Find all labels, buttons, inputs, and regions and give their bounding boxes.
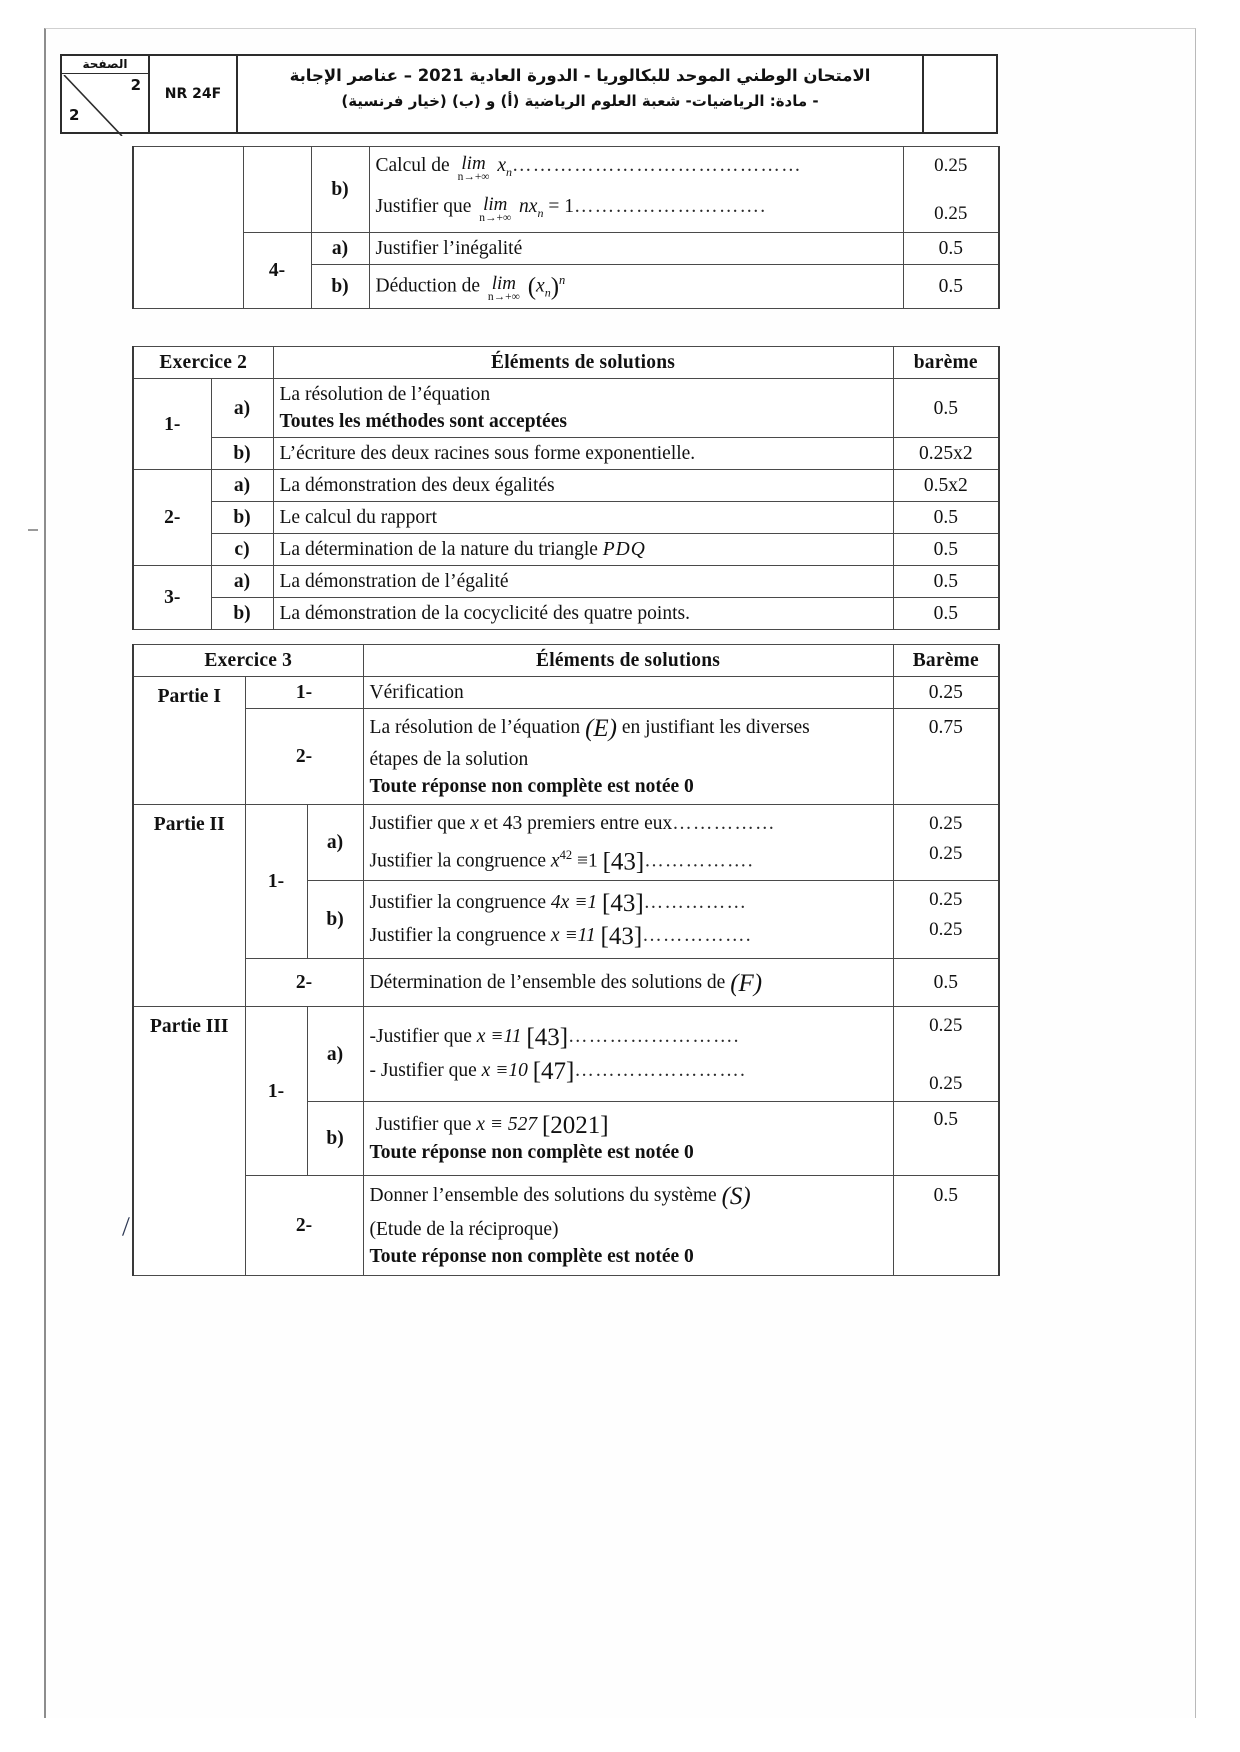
t3-p2-group-num: 1-: [245, 805, 307, 959]
t3-p2-sub-a: a): [307, 805, 363, 881]
exercice3-bareme-header: Barème: [893, 645, 999, 677]
t3-p2-b-line2: [370, 922, 887, 950]
t3-p3-b-line1-prefix: Justifier que: [375, 1114, 472, 1135]
page-number-cell: [62, 56, 150, 132]
exam-header-band: [60, 54, 998, 134]
congruence-expression: 4x ≡1: [550, 892, 598, 913]
partie-3-label: Partie III: [133, 1007, 245, 1276]
t2-sub-1b: b): [211, 438, 273, 470]
exercice2-bareme-header: barème: [893, 347, 999, 379]
t1-line1-expr: x: [497, 155, 507, 177]
t2-num-1: 1-: [133, 379, 211, 470]
t3-p1-num-2: 2-: [245, 709, 363, 805]
t1-line1: [376, 152, 897, 186]
header-blank-cell: [924, 56, 996, 132]
limit-subscript: n→+∞: [487, 291, 520, 304]
t3-p3-a-score2: 0.25: [929, 1073, 963, 1094]
modulus-bracket: [43]: [602, 848, 645, 876]
t2-score-2a: 0.5x2: [893, 470, 999, 502]
t3-p1-2-line1a: La résolution de l’équation: [369, 717, 581, 738]
t3-p2-a-line2-dots: …………….: [644, 850, 754, 872]
exercice1-continuation-table: [132, 146, 1000, 309]
page-total-number: 2: [69, 106, 80, 124]
t2-sub-3a: a): [211, 566, 273, 598]
t3-p2-sub-b: b): [307, 881, 363, 959]
limit-subscript: n→+∞: [479, 211, 512, 224]
t2-num-2: 2-: [133, 470, 211, 566]
t1-4b-base: x: [536, 275, 545, 297]
t3-p1-2-line1: [370, 714, 887, 742]
t1-line2-expr: nx: [519, 195, 538, 217]
t3-p1-2-line3: Toute réponse non complète est notée 0: [369, 776, 694, 797]
score-stack: [900, 1011, 993, 1099]
t3-p3-a-line2: [370, 1057, 887, 1085]
t3-p3-sub-a: a): [307, 1007, 363, 1102]
t1-body-4b: [369, 265, 903, 309]
t3-p1-body-1: Vérification: [363, 677, 893, 709]
exam-title-line1: الامتحان الوطني الموحد للبكالوريا - الدورة العادية 2021 – عناصر الإجابة: [289, 66, 871, 85]
exam-title-block: [238, 56, 924, 132]
exercice3-elements-header: Éléments de solutions: [363, 645, 893, 677]
t2-body-1b: L’écriture des deux racines sous forme exponentielle.: [273, 438, 893, 470]
t1-body-4a: Justifier l’inégalité: [369, 233, 903, 265]
t3-p3-a-line2-prefix: - Justifier que: [369, 1060, 477, 1081]
t3-p1-body-2: [363, 709, 893, 805]
t2-score-3b: 0.5: [893, 598, 999, 630]
t1-line1-dots: ……………………………………: [512, 155, 802, 177]
set-symbol-F: (F): [730, 969, 763, 997]
t1-score-4a: 0.5: [903, 233, 999, 265]
score-stack: [910, 151, 993, 229]
t1-score-2: 0.25: [934, 202, 968, 224]
exercice3-title: Exercice 3: [133, 645, 363, 677]
t3-p2-a-line1-dots: ……………: [672, 812, 776, 834]
t3-p3-2-line1: [370, 1182, 887, 1210]
exercice2-table: [132, 346, 1000, 630]
t3-p3-2-line1-prefix: Donner l’ensemble des solutions du système: [369, 1185, 717, 1206]
t3-p3-b-line2: Toute réponse non complète est notée 0: [369, 1142, 694, 1163]
limit-symbol: lim: [491, 273, 516, 295]
t3-p2-a-line2-prefix: Justifier la congruence: [369, 850, 547, 872]
t3-p1-2-line1b: en justifiant les diverses: [621, 717, 810, 738]
table-header-row: [133, 645, 999, 677]
t3-p3-body-a: [363, 1007, 893, 1102]
t1-line2: [376, 193, 897, 227]
t2-score-2b: 0.5: [893, 502, 999, 534]
t1-num-blank-cell: [243, 147, 311, 233]
handwritten-mark: /: [119, 1211, 132, 1242]
t2-2c-prefix: La détermination de la nature du triangle: [279, 539, 598, 560]
t3-p2-2-prefix: Détermination de l’ensemble des solutions de: [369, 971, 726, 993]
table-row: [133, 502, 999, 534]
t3-p2-b-score2: 0.25: [929, 919, 963, 940]
t3-p3-a-line1-dots: …………………….: [568, 1026, 740, 1047]
variable-x: x: [470, 812, 479, 834]
table-row: [133, 1176, 999, 1276]
limit-symbol: lim: [461, 153, 486, 175]
t3-p3-a-line1: [370, 1023, 887, 1051]
table-row: [133, 379, 999, 438]
t2-sub-2c: c): [211, 534, 273, 566]
t3-p3-body-b: [363, 1102, 893, 1176]
t3-p2-body-2: [363, 959, 893, 1007]
t1-num-4: 4-: [243, 233, 311, 309]
t3-p2-score-b: [893, 881, 999, 959]
exercice2-elements-header: Éléments de solutions: [273, 347, 893, 379]
table-row: [133, 233, 999, 265]
t1-line2-eq: = 1: [548, 195, 574, 217]
t2-body-2c: [273, 534, 893, 566]
table-row: [133, 1007, 999, 1102]
exercice3-table: [132, 644, 1000, 1276]
table-row: [133, 598, 999, 630]
partie-1-label: Partie I: [133, 677, 245, 805]
modulus-bracket: [43]: [600, 923, 643, 950]
t3-p2-score-a: [893, 805, 999, 881]
equation-symbol-E: (E): [585, 715, 617, 742]
t1-line1-prefix: Calcul de: [375, 155, 450, 177]
t1-sub-b: b): [311, 147, 369, 233]
t1-4b-base-sub: n: [544, 285, 551, 300]
table-row: [133, 438, 999, 470]
t3-p3-a-line1-prefix: -Justifier que: [369, 1026, 472, 1047]
t2-sub-1a: a): [211, 379, 273, 438]
t1-score-4b: 0.5: [903, 265, 999, 309]
t3-p2-a-line1-n: 43: [502, 812, 523, 834]
t3-p3-sub-b: b): [307, 1102, 363, 1176]
t2-sub-2a: a): [211, 470, 273, 502]
t2-score-2c: 0.5: [893, 534, 999, 566]
t1-sub-4b: b): [311, 265, 369, 309]
congruence-expression: x ≡ 527: [476, 1114, 538, 1135]
modulus-bracket: [43]: [526, 1024, 569, 1051]
t3-p2-a-line1-prefix: Justifier que: [369, 812, 466, 834]
t1-4b-power: n: [559, 273, 566, 287]
table-row: [133, 147, 999, 233]
t1-4b-close-paren: ): [550, 273, 560, 301]
t3-p2-body-b: [363, 881, 893, 959]
modulus-bracket: [43]: [602, 890, 644, 917]
t3-p2-a-score2: 0.25: [929, 843, 963, 864]
t1-line2-expr-sub: n: [537, 205, 544, 220]
t3-p3-b-line1: [370, 1111, 887, 1139]
t2-score-1a: 0.5: [893, 379, 999, 438]
t1-left-blank-cell: [133, 147, 243, 309]
score-stack: [900, 809, 993, 869]
triangle-name: PDQ: [602, 539, 646, 560]
t3-p3-2-line3: Toute réponse non complète est notée 0: [369, 1246, 694, 1267]
t2-1a-line1: La résolution de l’équation: [279, 384, 491, 405]
modulus-bracket: [47]: [532, 1058, 575, 1085]
t2-num-3: 3-: [133, 566, 211, 630]
table-row: [133, 470, 999, 502]
score-stack: [900, 885, 993, 945]
t3-p3-2-line2: (Etude de la réciproque): [369, 1219, 559, 1240]
t3-p2-b-line2-dots: …………….: [642, 925, 752, 946]
exam-title-line2: - مادة: الرياضيات- شعبة العلوم الرياضية (أ) و (ب) (خيار فرنسية): [341, 92, 819, 110]
t3-p2-b-score1: 0.25: [929, 889, 963, 910]
table-row: [133, 534, 999, 566]
t2-score-1b: 0.25x2: [893, 438, 999, 470]
t3-p2-b-line1-prefix: Justifier la congruence: [369, 892, 547, 913]
t2-body-1a: [273, 379, 893, 438]
t3-p2-b-line1-dots: ……………: [643, 892, 748, 913]
t3-p3-a-line2-dots: …………………….: [574, 1060, 747, 1081]
table-row: [133, 566, 999, 598]
t2-body-2a: La démonstration des deux égalités: [273, 470, 893, 502]
t3-p1-score-1: 0.25: [893, 677, 999, 709]
t3-p2-body-a: [363, 805, 893, 881]
t3-p2-a-line2: [370, 842, 887, 876]
scan-edge-tick: [28, 529, 38, 531]
t1-4b-prefix: Déduction de: [375, 275, 481, 297]
t3-p2-score-2: 0.5: [893, 959, 999, 1007]
t3-p2-a-line2-eq: ≡1: [576, 850, 598, 872]
congruence-base: x: [550, 850, 560, 872]
exam-code: NR 24F: [150, 56, 238, 132]
t2-body-3a: La démonstration de l’égalité: [273, 566, 893, 598]
t3-p2-a-score1: 0.25: [929, 813, 963, 834]
t1-sub-4a: a): [311, 233, 369, 265]
limit-symbol: lim: [483, 193, 508, 215]
t1-line2-dots: ……………………….: [573, 195, 767, 217]
congruence-expression: x ≡10: [481, 1060, 528, 1081]
t3-p1-score-2: 0.75: [893, 709, 999, 805]
t3-p2-a-line1-mid: et: [483, 812, 498, 834]
t2-score-3a: 0.5: [893, 566, 999, 598]
congruence-expression: x ≡11: [550, 925, 596, 946]
limit-operator: [488, 274, 520, 304]
t3-p3-a-score1: 0.25: [929, 1015, 963, 1036]
t3-p1-2-line2: étapes de la solution: [369, 749, 529, 770]
congruence-expression: x ≡11: [476, 1026, 522, 1047]
t1-score-1: 0.25: [934, 154, 968, 176]
t1-line1-expr-sub: n: [506, 165, 513, 180]
exercice2-title: Exercice 2: [133, 347, 273, 379]
t3-p2-a-line1-suffix: premiers entre eux: [527, 812, 673, 834]
limit-operator: [458, 154, 490, 184]
partie-2-label: Partie II: [133, 805, 245, 1007]
t2-1a-line2: Toutes les méthodes sont acceptées: [279, 411, 567, 432]
modulus-bracket: [2021]: [541, 1112, 609, 1139]
page-current-number: 2: [130, 76, 141, 94]
t3-p2-num-2: 2-: [245, 959, 363, 1007]
t3-p2-b-line1: [370, 889, 887, 917]
congruence-exponent: 42: [559, 847, 573, 862]
t1-4b-open-paren: (: [527, 273, 537, 301]
t2-sub-3b: b): [211, 598, 273, 630]
limit-subscript: n→+∞: [457, 171, 490, 184]
t2-body-3b: La démonstration de la cocyclicité des quatre points.: [273, 598, 893, 630]
table-row: [133, 677, 999, 709]
table-row: [133, 709, 999, 805]
t1-line2-prefix: Justifier que: [375, 195, 472, 217]
page-label-arabic: الصفحة: [62, 57, 148, 74]
t3-p3-body-2: [363, 1176, 893, 1276]
system-symbol-S: (S): [721, 1183, 751, 1210]
t3-p3-score-a: [893, 1007, 999, 1102]
t3-p3-num-2: 2-: [245, 1176, 363, 1276]
t1-score-b: [903, 147, 999, 233]
t3-p3-score-b: 0.5: [893, 1102, 999, 1176]
t2-body-2b: Le calcul du rapport: [273, 502, 893, 534]
t3-p1-num-1: 1-: [245, 677, 363, 709]
table-header-row: [133, 347, 999, 379]
table-row: [133, 805, 999, 881]
t3-p2-b-line2-prefix: Justifier la congruence: [369, 925, 547, 946]
t3-p2-a-line1: [370, 810, 887, 837]
table-row: [133, 959, 999, 1007]
t3-p3-group-num: 1-: [245, 1007, 307, 1176]
t1-body-b: [369, 147, 903, 233]
limit-operator: [479, 195, 511, 225]
t3-p3-score-2: 0.5: [893, 1176, 999, 1276]
t2-sub-2b: b): [211, 502, 273, 534]
